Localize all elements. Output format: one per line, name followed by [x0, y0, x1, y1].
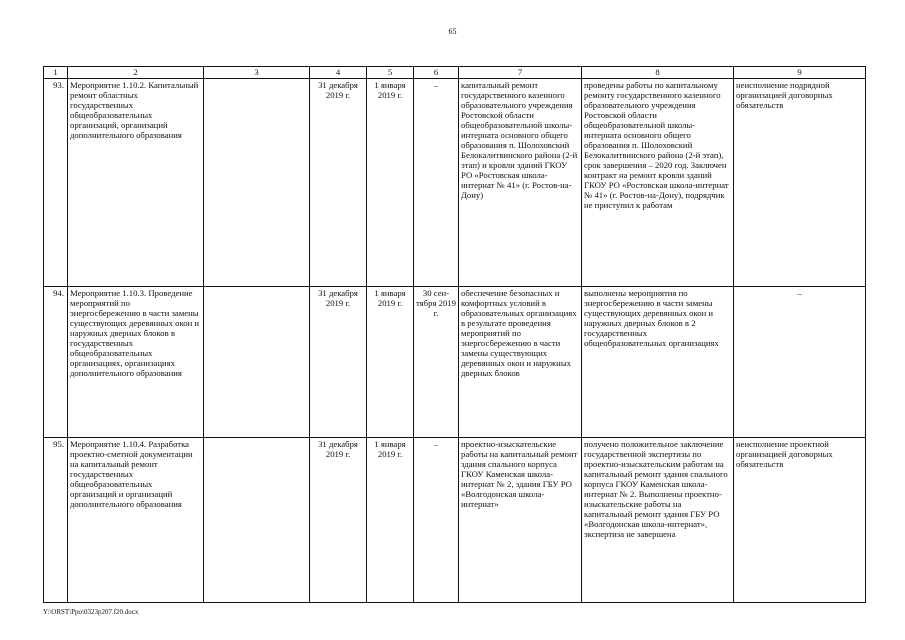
problems-cell: – [734, 287, 866, 438]
header-cell: 7 [459, 67, 582, 79]
problems-cell: неисполнение проектной организацией договорных обязательств [734, 438, 866, 603]
header-cell: 3 [204, 67, 310, 79]
planned-end-date: 1 января 2019 г. [367, 287, 414, 438]
planned-start-date: 31 декабря 2019 г. [310, 79, 367, 287]
header-cell: 5 [367, 67, 414, 79]
responsible-cell [204, 79, 310, 287]
actual-end-date: – [414, 79, 459, 287]
file-path-footer: Y:\ORST\Ppo\0323p207.f20.docx [43, 608, 139, 616]
measure-name: Мероприятие 1.10.3. Проведение мероприятий по энергосбережению в части замены существующих деревянных окон и наружных дверных блоков в государственных общеобразовательных организациях, организациях дополнительного образования [68, 287, 204, 438]
responsible-cell [204, 287, 310, 438]
planned-result: проектно-изыскательские работы на капитальный ремонт здания спального корпуса ГКОУ Каменская школа-интернат № 2, здания ГБУ РО «Волгодонская школа-интернат» [459, 438, 582, 603]
row-number: 93. [44, 79, 68, 287]
planned-start-date: 31 декабря 2019 г. [310, 287, 367, 438]
planned-end-date: 1 января 2019 г. [367, 79, 414, 287]
row-number: 95. [44, 438, 68, 603]
column-number-row [44, 67, 866, 79]
header-cell: 2 [68, 67, 204, 79]
responsible-cell [204, 438, 310, 603]
actual-end-date: 30 сен-тября 2019 г. [414, 287, 459, 438]
table-row [44, 438, 866, 603]
header-cell: 4 [310, 67, 367, 79]
planned-start-date: 31 декабря 2019 г. [310, 438, 367, 603]
table-row [44, 287, 866, 438]
row-number: 94. [44, 287, 68, 438]
measure-name: Мероприятие 1.10.2. Капитальный ремонт областных государственных общеобразовательных организаций, организаций дополнительного образования [68, 79, 204, 287]
achieved-result: получено положительное заключение государственной экспертизы по проектно-изыскательским работам на капитальный ремонт здания спального корпуса ГКОУ Каменская школа-интернат № 2. Выполнены проектно-изыскательские работы на капитальный ремонт здания ГБУ РО «Волгодонская школа-интернат», экспертиза не завершена [582, 438, 734, 603]
measures-table [43, 66, 866, 603]
achieved-result: выполнены мероприятия по энергосбережению в части замены существующих деревянных окон и наружных дверных блоков в 2 государственных общеобразовательных организациях [582, 287, 734, 438]
page-number: 65 [448, 27, 457, 36]
header-cell: 6 [414, 67, 459, 79]
planned-end-date: 1 января 2019 г. [367, 438, 414, 603]
actual-end-date: – [414, 438, 459, 603]
header-cell: 8 [582, 67, 734, 79]
planned-result: обеспечение безопасных и комфортных условий в образовательных организациях в результате проведения мероприятий по энергосбережению в части замены существующих деревянных окон и наружных дверных блоков [459, 287, 582, 438]
table-row [44, 79, 866, 287]
problems-cell: неисполнение подрядной организацией договорных обязательств [734, 79, 866, 287]
header-cell: 9 [734, 67, 866, 79]
header-cell: 1 [44, 67, 68, 79]
measure-name: Мероприятие 1.10.4. Разработка проектно-сметной документации на капитальный ремонт государственных общеобразовательных организаций и организаций дополнительного образования [68, 438, 204, 603]
achieved-result: проведены работы по капитальному ремонту государственного казенного образовательного учреждения Ростовской области общеобразовательной школы-интерната основного общего образования п. Шолоховский Белокалитвинского района (2-й этап), срок завершения – 2020 год. Заключен контракт на ремонт кровли зданий ГКОУ РО «Ростовская школа-интернат № 41» (г. Ростов-на-Дону), подрядчик не приступил к работам [582, 79, 734, 287]
planned-result: капитальный ремонт государственного казенного образовательного учреждения Ростовской области общеобразовательной школы-интерната основного общего образования п. Шолоховский Белокалитвинского района (2-й этап) и кровли зданий ГКОУ РО «Ростовская школа-интернат № 41» (г. Ростов-на-Дону) [459, 79, 582, 287]
